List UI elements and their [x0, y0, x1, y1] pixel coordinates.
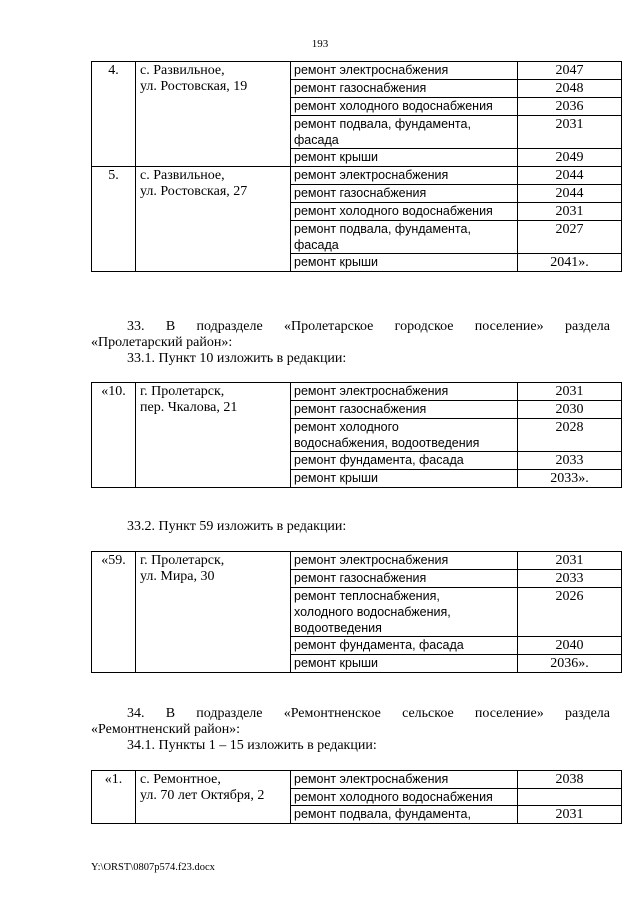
repair-type-line: фасада: [294, 133, 339, 147]
repair-table-3: [91, 551, 622, 673]
address-line: ул. Мира, 30: [140, 569, 215, 584]
repair-type-cell: [291, 383, 518, 401]
repair-type-cell: [291, 149, 518, 167]
repair-type-line: ремонт газоснабжения: [294, 81, 427, 95]
repair-type-line: ремонт фундамента, фасада: [294, 453, 464, 467]
table-row: [92, 167, 622, 185]
repair-type-cell: [291, 570, 518, 588]
address-line: г. Пролетарск,: [140, 553, 225, 568]
repair-year-cell: 2036: [518, 98, 622, 116]
address-line: с. Развильное,: [140, 63, 225, 78]
repair-type-line: ремонт фундамента, фасада: [294, 638, 464, 652]
repair-type-cell: [291, 470, 518, 488]
repair-type: [294, 167, 517, 183]
address-line: с. Развильное,: [140, 168, 225, 183]
address: [140, 772, 290, 804]
address-line: ул. Ростовская, 19: [140, 79, 248, 94]
repair-type-line: ремонт электроснабжения: [294, 553, 449, 567]
page-number: 193: [311, 38, 329, 50]
address-cell: [136, 552, 291, 673]
repair-year-cell: 2038: [518, 771, 622, 789]
repair-type-line: ремонт газоснабжения: [294, 186, 427, 200]
repair-type: [294, 149, 517, 165]
address-line: ул. Ростовская, 27: [140, 184, 248, 199]
address-line: пер. Чкалова, 21: [140, 400, 238, 415]
repair-table-2: [91, 382, 622, 488]
paragraph-33-2: 33.2. Пункт 59 изложить в редакции:: [127, 519, 347, 534]
repair-type-line: ремонт теплоснабжения,: [294, 589, 440, 603]
repair-type-cell: [291, 254, 518, 272]
repair-year-cell: 2027: [518, 221, 622, 254]
repair-type-line: ремонт электроснабжения: [294, 384, 449, 398]
repair-year-cell: 2040: [518, 637, 622, 655]
repair-type-cell: [291, 552, 518, 570]
repair-type-line: ремонт электроснабжения: [294, 168, 449, 182]
repair-year-cell: 2028: [518, 419, 622, 452]
address-cell: [136, 383, 291, 488]
table-row: [92, 62, 622, 80]
repair-year-cell: 2036».: [518, 655, 622, 673]
repair-type: [294, 254, 517, 270]
repair-type: [294, 203, 517, 219]
repair-type-line: холодного водоснабжения,: [294, 605, 451, 619]
repair-type-cell: [291, 588, 518, 637]
table-row: [92, 552, 622, 570]
repair-type-line: ремонт электроснабжения: [294, 63, 449, 77]
repair-type: [294, 637, 517, 653]
repair-type-cell: [291, 62, 518, 80]
repair-type-cell: [291, 789, 518, 806]
repair-type-cell: [291, 637, 518, 655]
repair-type: [294, 806, 517, 822]
repair-year-cell: 2026: [518, 588, 622, 637]
repair-type: [294, 655, 517, 671]
repair-year-cell: [518, 789, 622, 806]
repair-year-cell: 2049: [518, 149, 622, 167]
repair-type-line: ремонт холодного: [294, 420, 399, 434]
repair-year-cell: 2030: [518, 401, 622, 419]
address: [140, 553, 290, 585]
repair-type-line: ремонт холодного водоснабжения: [294, 204, 493, 218]
item-number-cell: «10.: [92, 383, 136, 488]
file-path-footer: Y:\ORST\0807p574.f23.docx: [91, 862, 215, 873]
repair-type-line: ремонт подвала, фундамента,: [294, 807, 471, 821]
paragraph-34-1: 34.1. Пункты 1 – 15 изложить в редакции:: [127, 738, 377, 753]
repair-type-line: фасада: [294, 238, 339, 252]
repair-type-line: ремонт газоснабжения: [294, 402, 427, 416]
repair-type: [294, 116, 517, 148]
item-number-cell: «1.: [92, 771, 136, 824]
address-line: г. Пролетарск,: [140, 384, 225, 399]
repair-type-line: ремонт холодного водоснабжения: [294, 99, 493, 113]
repair-type-line: водоотведения: [294, 621, 382, 635]
item-number-cell: 4.: [92, 62, 136, 167]
item-number-cell: 5.: [92, 167, 136, 272]
repair-type: [294, 771, 517, 787]
repair-type: [294, 98, 517, 114]
repair-type-cell: [291, 452, 518, 470]
repair-type: [294, 552, 517, 568]
repair-year-cell: 2044: [518, 185, 622, 203]
repair-type-cell: [291, 655, 518, 673]
address-line: ул. 70 лет Октября, 2: [140, 788, 265, 803]
repair-type-cell: [291, 806, 518, 824]
repair-type-cell: [291, 185, 518, 203]
repair-type-line: ремонт подвала, фундамента,: [294, 117, 471, 131]
address-cell: [136, 167, 291, 272]
repair-type: [294, 62, 517, 78]
repair-type-cell: [291, 419, 518, 452]
repair-type: [294, 470, 517, 486]
address: [140, 168, 290, 200]
repair-table-1: [91, 61, 622, 272]
repair-year-cell: 2033».: [518, 470, 622, 488]
repair-year-cell: 2031: [518, 383, 622, 401]
repair-type-cell: [291, 80, 518, 98]
repair-type-line: водоснабжения, водоотведения: [294, 436, 480, 450]
address-cell: [136, 771, 291, 824]
repair-year-cell: 2041».: [518, 254, 622, 272]
address: [140, 63, 290, 95]
repair-type-cell: [291, 203, 518, 221]
repair-type-cell: [291, 98, 518, 116]
address: [140, 384, 290, 416]
address-cell: [136, 62, 291, 167]
repair-type-cell: [291, 771, 518, 789]
repair-type: [294, 588, 517, 636]
repair-year-cell: 2048: [518, 80, 622, 98]
address-line: с. Ремонтное,: [140, 772, 221, 787]
repair-type: [294, 221, 517, 253]
paragraph-33-line1: 33. В подразделе «Пролетарское городское поселение» раздела: [127, 319, 610, 334]
table-row: [92, 771, 622, 789]
repair-year-cell: 2047: [518, 62, 622, 80]
paragraph-33-line2: «Пролетарский район»:: [91, 335, 233, 350]
paragraph-33-1: 33.1. Пункт 10 изложить в редакции:: [127, 351, 347, 366]
repair-type-line: ремонт крыши: [294, 471, 378, 485]
repair-type: [294, 452, 517, 468]
repair-type: [294, 419, 517, 451]
repair-type-cell: [291, 116, 518, 149]
repair-type: [294, 185, 517, 201]
repair-type: [294, 789, 517, 805]
repair-type-line: ремонт подвала, фундамента,: [294, 222, 471, 236]
repair-year-cell: 2031: [518, 552, 622, 570]
repair-type-line: ремонт газоснабжения: [294, 571, 427, 585]
repair-type: [294, 570, 517, 586]
repair-type-line: ремонт крыши: [294, 656, 378, 670]
repair-type-line: ремонт холодного водоснабжения: [294, 790, 493, 804]
repair-type: [294, 383, 517, 399]
repair-type-line: ремонт крыши: [294, 255, 378, 269]
repair-type-cell: [291, 167, 518, 185]
paragraph-34-line2: «Ремонтненский район»:: [91, 722, 241, 737]
repair-type: [294, 401, 517, 417]
table-row: [92, 383, 622, 401]
repair-type: [294, 80, 517, 96]
repair-type-line: ремонт электроснабжения: [294, 772, 449, 786]
repair-year-cell: 2031: [518, 806, 622, 824]
paragraph-34-line1: 34. В подразделе «Ремонтненское сельское поселение» раздела: [127, 706, 610, 721]
item-number-cell: «59.: [92, 552, 136, 673]
repair-table-4: [91, 770, 622, 824]
repair-type-cell: [291, 401, 518, 419]
repair-type-line: ремонт крыши: [294, 150, 378, 164]
repair-year-cell: 2031: [518, 203, 622, 221]
repair-type-cell: [291, 221, 518, 254]
repair-year-cell: 2031: [518, 116, 622, 149]
repair-year-cell: 2033: [518, 452, 622, 470]
repair-year-cell: 2033: [518, 570, 622, 588]
repair-year-cell: 2044: [518, 167, 622, 185]
